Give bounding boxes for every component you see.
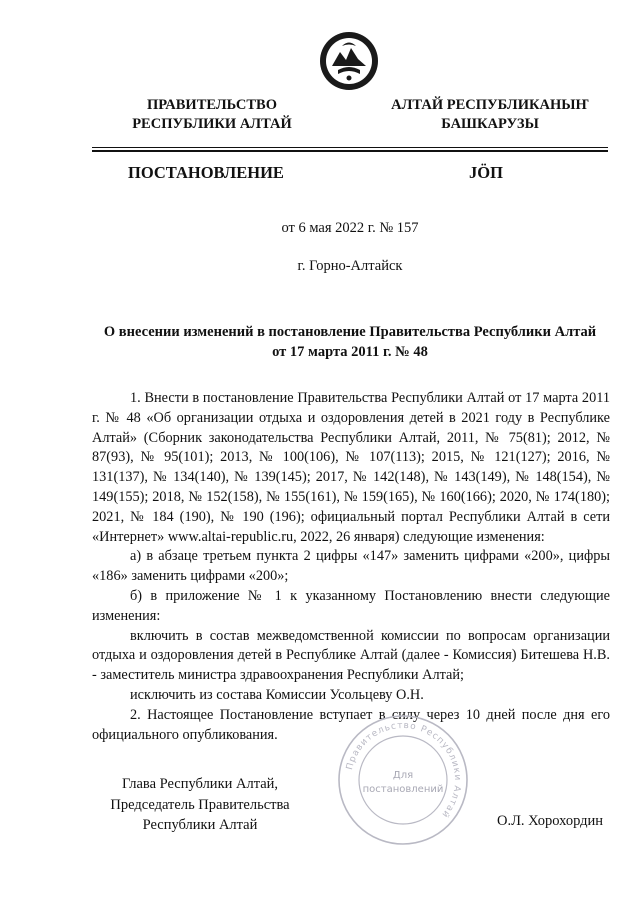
signatory-name: О.Л. Хорохордин xyxy=(497,813,604,829)
header-rule-thick xyxy=(92,150,608,152)
signatory-title-line1: Глава Республики Алтай, xyxy=(121,776,279,792)
body-paragraph-2: а) в абзаце третьем пункта 2 цифры «147» заменить цифрами «200», цифры «186» заменить цифрами «200»; xyxy=(92,548,610,585)
header-left xyxy=(92,96,332,134)
stamp-center-line1: Для xyxy=(392,770,414,781)
body-paragraph-1: 1. Внести в постановление Правительства Республики Алтай от 17 марта 2011 г. № 48 «Об организации отдыха и оздоровления детей в 2021 году в Республике Алтай» (Сборник законодательства Республики Алтай, 2011, № 75(81); 2012, № 87(93), № 95(101); 2013, № 100(106), № 107(113); 2015, № 121(127); 2016, № 131(137), № 134(140), № 139(145); 2017, № 142(148), № 143(149), № 148(154), № 149(155); 2018, № 152(158), № 155(161), № 159(165), № 160(166); 2020, № 174(180); 2021, № 184 (190), № 190 (196); официальный портал Республики Алтай в сети «Интернет» www.altai-republic.ru, 2022, 26 января) следующие изменения: xyxy=(92,390,610,545)
body-paragraph-3: б) в приложение № 1 к указанному Постановлению внести следующие изменения: xyxy=(92,587,610,624)
doc-type-altai: JÖП xyxy=(469,163,503,182)
body-paragraph-5: исключить из состава Комиссии Усольцеву О.Н. xyxy=(130,686,424,703)
header-left-line2: РЕСПУБЛИКИ АЛТАЙ xyxy=(132,116,292,132)
header-right xyxy=(370,96,610,134)
doc-type-russian: ПОСТАНОВЛЕНИЕ xyxy=(128,163,284,182)
document-body xyxy=(92,389,610,745)
signatory-title-line3: Республики Алтай xyxy=(142,817,258,833)
coat-of-arms-icon xyxy=(318,30,380,92)
document-title xyxy=(92,322,608,362)
signatory-title-line2: Председатель Правительства xyxy=(110,796,290,813)
date-line: от 6 мая 2022 г. № 157 xyxy=(281,220,419,236)
city-line: г. Горно-Алтайск xyxy=(297,258,403,274)
header-rule-thin xyxy=(92,147,608,148)
stamp-center-line2: постановлений xyxy=(362,784,444,795)
title-line1: О внесении изменений в постановление Правительства Республики Алтай xyxy=(103,324,597,340)
signatory-title xyxy=(100,774,300,836)
body-paragraph-6: 2. Настоящее Постановление вступает в силу через 10 дней после дня его официального опубликования. xyxy=(92,706,610,743)
title-line2: от 17 марта 2011 г. № 48 xyxy=(272,344,428,360)
header-left-line1: ПРАВИТЕЛЬСТВО xyxy=(147,97,277,113)
header-right-line1: АЛТАЙ РЕСПУБЛИКАНЫҤ xyxy=(391,97,589,113)
stamp-ring-text: Правительство Республики Алтай xyxy=(345,720,463,820)
body-paragraph-4: включить в состав межведомственной комиссии по вопросам организации отдыха и оздоровления детей в Республике Алтай (далее - Комиссия) Битешева Н.В. - заместитель министра здравоохранения Республики Алтай; xyxy=(92,627,610,684)
header-right-line2: БАШКАРУЗЫ xyxy=(441,116,539,132)
official-stamp xyxy=(335,712,471,848)
